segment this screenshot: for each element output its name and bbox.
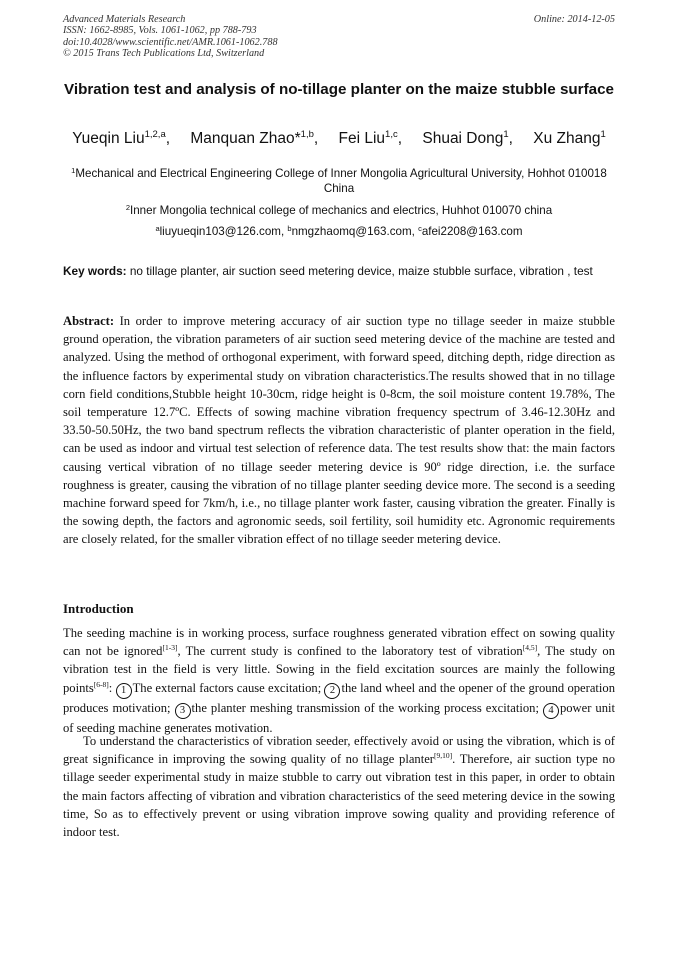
citation-ref[interactable]: [9,10]	[434, 751, 453, 761]
abstract	[63, 312, 615, 549]
author: Xu Zhang$^1$	[533, 129, 606, 147]
author: Manquan Zhao*$^{1,b}$,	[190, 129, 319, 147]
intro-paragraph-2: To understand the characteristics of vibration seeder, effectively avoid or using the vibration, which is of great significance in improving the sowing quality of no tillage planter[9,10]. Therefore, air suction type no tillage seeder experimental study in maize stubble to carry out vibration test in this paper, in order to obtain the main factors affecting of vibration and vibration characteristics of the seed metering device in the sowing time, So as to effectively prevent or using vibration improve sowing quality and providing reference of indoor test.	[63, 734, 615, 840]
author-list	[40, 130, 638, 148]
circled-number-3: 3	[175, 703, 191, 719]
intro-paragraph-1: The seeding machine is in working process, surface roughness generated vibration effect on sowing quality can not be ignored[1-3], The current study is confined to the laboratory test of vibration[4,5], The study on vibration test in the field is very little. Sowing in the field excitation sources are mainly the following points[6-8]: 1 The external factors cause excitation; 2 the land wheel and the opener of the ground operation produces motivation; 3 the planter meshing transmission of the working process excitation; 4 power unit of seeding machine generates motivation.	[63, 626, 616, 735]
affiliation-1: $^1$Mechanical and Electrical Engineering College of Inner Mongolia Agricultural University, Hohhot 010018 China	[71, 166, 607, 195]
citation-ref[interactable]: [6-8]	[93, 679, 109, 689]
copyright-line: © 2015 Trans Tech Publications Ltd, Switzerland	[63, 48, 265, 60]
abstract-label: Abstract:	[63, 314, 115, 328]
issn-line: ISSN: 1662-8985, Vols. 1061-1062, pp 788-793	[63, 25, 257, 37]
email-link[interactable]: liuyueqin103@126.com,	[159, 225, 288, 238]
keywords-text: no tillage planter, air suction seed metering device, maize stubble surface, vibration , test	[126, 264, 593, 278]
keywords	[63, 263, 615, 280]
email-link[interactable]: nmgzhaomq@163.com,	[291, 225, 419, 238]
author: Fei Liu$^{1,c}$,	[338, 129, 403, 147]
section-heading-introduction: Introduction	[63, 601, 134, 616]
keywords-label: Key words:	[63, 264, 127, 278]
online-date: Online: 2014-12-05	[533, 14, 615, 25]
circled-number-4: 4	[543, 703, 559, 719]
author: Yueqin Liu$^{1,2,a}$,	[72, 129, 171, 147]
email-link[interactable]: afei2208@163.com	[421, 225, 523, 238]
abstract-text: In order to improve metering accuracy of air suction type no tillage seeder in maize stubble ground operation, the vibration parameters of air suction seed metering device of the machine are tested and analyzed. Using the method of orthogonal experiment, with forward speed, ditching depth, ridge direction as the influence factors by experimental study on vibration characteristics.The results showed that in no tillage corn field conditions,Stubble height 10-30cm, ridge height is 0-8cm, the soil moisture content 19.78%, The soil temperature 12.7ºC. Effects of sowing machine vibration frequency spectrum of 3.46-12.30Hz and 33.50-50.50Hz, the two band spectrum reflects the vibration characteristic of planter operation in the field, can be used as indoor and virtual test selection of reference data. The test results show that: the main factors causing vertical vibration of no tillage seeder metering device is 90º ridge direction, i.e. the surface roughness is greater, causing the vibration of no tillage planter seeding device more. The second is a seeding machine forward speed for 7km/h, i.e., no tillage planter work faster, causing vibration the greater. Finally is the sowing depth, the factors and agronomic seeds, soil fertility, soil humidity etc. Agronomic requirements are closely related, for the smaller vibration effect of no tillage seeder metering device.	[63, 314, 615, 547]
author: Shuai Dong$^1$,	[422, 129, 513, 147]
citation-ref[interactable]: [1-3]	[162, 643, 178, 653]
citation-ref[interactable]: [4,5]	[522, 643, 538, 653]
doi-line[interactable]: doi:10.4028/www.scientific.net/AMR.1061-1062.788	[63, 36, 278, 48]
affiliation-2: $^2$Inner Mongolia technical college of mechanics and electrics, Huhhot 010070 china	[125, 203, 553, 217]
circled-number-2: 2	[324, 683, 340, 699]
paper-title: Vibration test and analysis of no-tillage planter on the maize stubble surface	[64, 81, 614, 98]
circled-number-1: 1	[116, 683, 132, 699]
email-line: $^a$liuyueqin103@126.com, $^b$nmgzhaomq@163.com, $^c$afei2208@163.com	[155, 224, 523, 238]
journal-header	[63, 14, 278, 60]
journal-name: Advanced Materials Research	[63, 14, 186, 25]
